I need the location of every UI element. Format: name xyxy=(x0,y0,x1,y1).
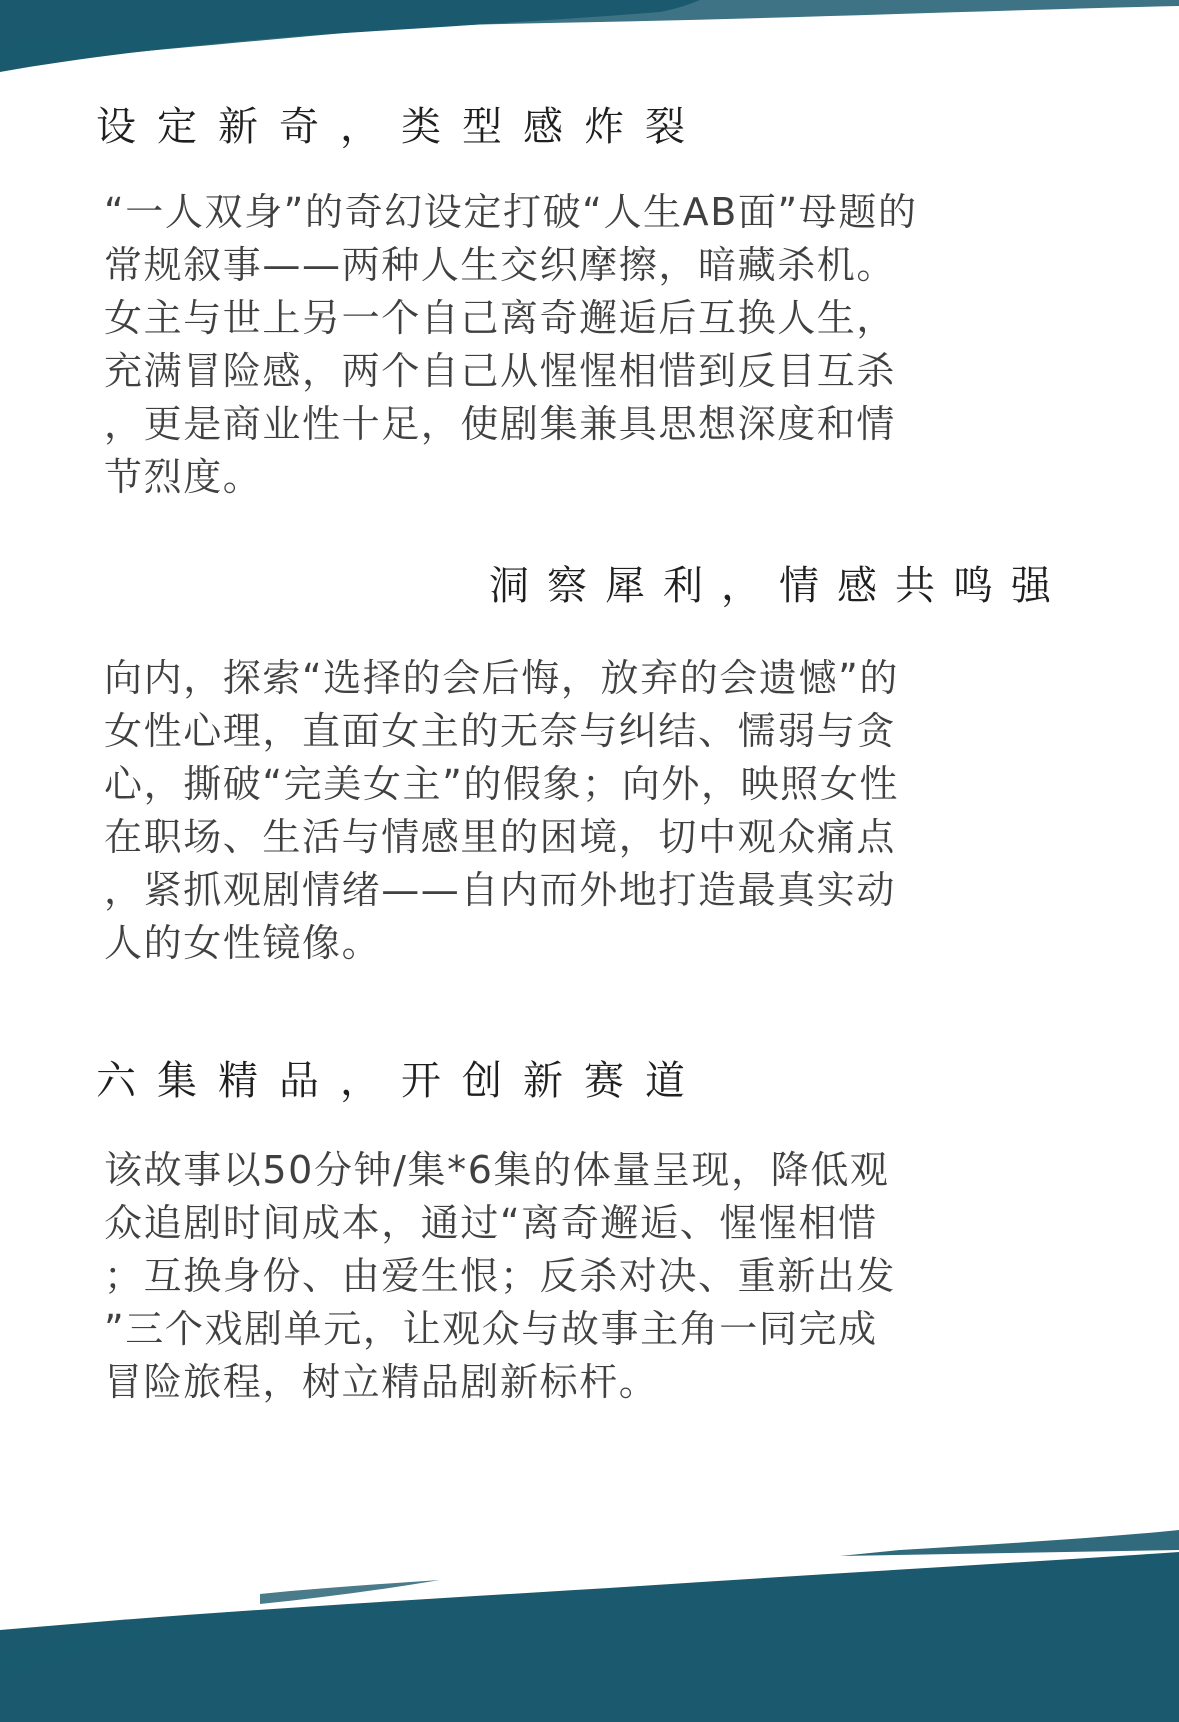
body-line: 向内，探索“选择的会后悔，放弃的会遗憾”的 xyxy=(104,656,899,700)
top-brush-stroke xyxy=(0,0,1179,90)
body-line: 众追剧时间成本，通过“离奇邂逅、惺惺相惜 xyxy=(104,1201,878,1245)
body-line: “一人双身”的奇幻设定打破“人生AB面”母题的 xyxy=(104,190,918,234)
body-line: 在职场、生活与情感里的困境，切中观众痛点 xyxy=(104,815,897,859)
body-line: ，紧抓观剧情绪——自内而外地打造最真实动 xyxy=(104,868,897,912)
body-line: 节烈度。 xyxy=(104,455,263,499)
body-line: 该故事以50分钟/集*6集的体量呈现，降低观 xyxy=(104,1148,890,1192)
body-line: 心，撕破“完美女主”的假象；向外，映照女性 xyxy=(104,762,899,806)
body-line: 常规叙事——两种人生交织摩擦，暗藏杀机。 xyxy=(104,243,897,287)
body-line: 人的女性镜像。 xyxy=(104,921,382,965)
heading-insight: 洞察犀利，情感共鸣强 xyxy=(489,563,1069,609)
body-line: ；互换身份、由爱生恨；反杀对决、重新出发 xyxy=(104,1254,897,1298)
body-line: ”三个戏剧单元，让观众与故事主角一同完成 xyxy=(104,1307,878,1351)
body-line: 女主与世上另一个自己离奇邂逅后互换人生， xyxy=(104,296,897,340)
bottom-brush-stroke xyxy=(0,1530,1179,1722)
body-line: 冒险旅程，树立精品剧新标杆。 xyxy=(104,1360,659,1404)
body-line: 女性心理，直面女主的无奈与纠结、懦弱与贪 xyxy=(104,709,897,753)
body-line: 充满冒险感，两个自己从惺惺相惜到反目互杀 xyxy=(104,349,897,393)
heading-format: 六集精品，开创新赛道 xyxy=(96,1058,706,1104)
heading-setting: 设定新奇，类型感炸裂 xyxy=(96,104,706,150)
body-line: ，更是商业性十足，使剧集兼具思想深度和情 xyxy=(104,402,897,446)
